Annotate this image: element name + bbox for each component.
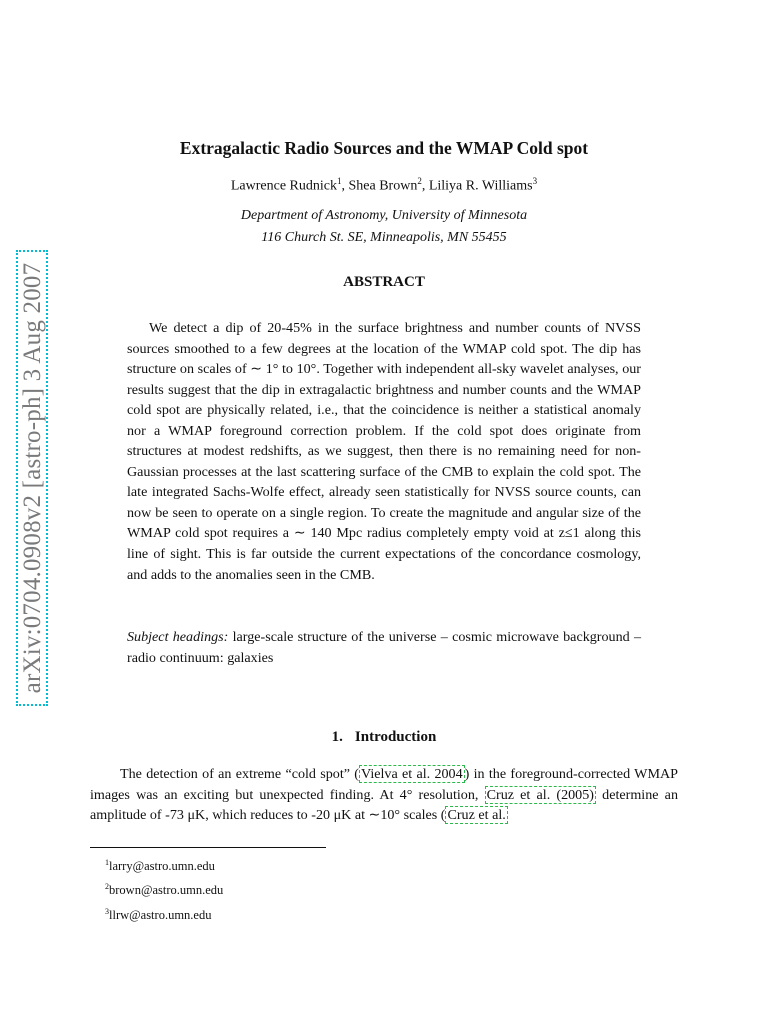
author-footnote-mark: 2 [417, 176, 422, 186]
paper-title: Extragalactic Radio Sources and the WMAP Cold spot [179, 138, 589, 158]
author-list [0, 176, 768, 195]
subject-headings-label: Subject headings: [127, 629, 229, 645]
author-name: Shea Brown [348, 178, 418, 194]
footnote [105, 858, 215, 874]
footnote-email: brown@astro.umn.edu [109, 883, 224, 898]
affiliation-department: Department of Astronomy, University of Minnesota [240, 208, 528, 223]
arxiv-stamp[interactable]: arXiv:0704.0908v2 [astro-ph] 3 Aug 2007 [19, 262, 46, 694]
author-separator: , [421, 178, 429, 194]
author-separator: , [341, 178, 349, 194]
footnote-mark: 1 [105, 858, 109, 867]
abstract-heading: ABSTRACT [343, 274, 425, 290]
author-footnote-mark: 1 [337, 176, 342, 186]
intro-text: determine an amplitude of -73 μK, which reduces to -20 μK at ∼10° scales ( [90, 786, 678, 824]
citation-link[interactable]: Cruz et al. [447, 807, 506, 824]
footnote-mark: 3 [105, 907, 109, 916]
author-footnote-mark: 3 [532, 176, 538, 186]
abstract-text: We detect a dip of 20-45% in the surface brightness and number counts of NVSS sources smoothed to a few degrees at the location of the WMAP cold spot. The dip has structure on scales of ∼ 1° to 10°. Together with independent all-sky wavelet analyses, our results suggest that the dip in extragalactic brightness and number counts and the WMAP cold spot are physically related, i.e., that the coincidence is neither a statistical anomaly nor a WMAP foreground correction problem. If the cold spot does originate from structures at modest redshifts, as we suggest, then there is no remaining need for non-Gaussian processes at the last scattering surface of the CMB to explain the cold spot. The late integrated Sachs-Wolfe effect, already seen statistically for NVSS source counts, can now be seen to operate on a single region. To create the magnitude and angular size of the WMAP cold spot requires a ∼ 140 Mpc radius completely empty void at z≤1 along this line of sight. This is far outside the current expectations of the concordance cosmology, and adds to the anomalies seen in the CMB. [127, 320, 641, 583]
citation-link[interactable]: Vielva et al. 2004 [360, 766, 463, 782]
footnote-divider [90, 847, 326, 848]
author-name: Liliya R. Williams [428, 178, 533, 194]
section-title: Introduction [354, 729, 437, 745]
footnote [105, 907, 211, 923]
footnote [105, 882, 223, 898]
subject-headings-text: large-scale structure of the universe – cosmic microwave background – radio continuum: galaxies [127, 629, 641, 666]
footnote-email: llrw@astro.umn.edu [109, 908, 212, 923]
footnote-mark: 2 [105, 882, 109, 891]
author-name: Lawrence Rudnick [230, 178, 337, 194]
citation-link[interactable]: Cruz et al. (2005) [486, 786, 594, 803]
intro-text: ) in the foreground-corrected WMAP images was an exciting but unexpected finding. At 4° resolution, [90, 766, 678, 803]
affiliation-address: 116 Church St. SE, Minneapolis, MN 55455 [261, 230, 507, 245]
intro-text: The detection of an extreme “cold spot” ( [120, 766, 359, 782]
section-heading-introduction [0, 729, 768, 746]
subject-headings [127, 627, 641, 669]
introduction-paragraph [90, 764, 678, 826]
section-number: 1. [331, 729, 343, 745]
footnote-email: larry@astro.umn.edu [109, 859, 215, 874]
